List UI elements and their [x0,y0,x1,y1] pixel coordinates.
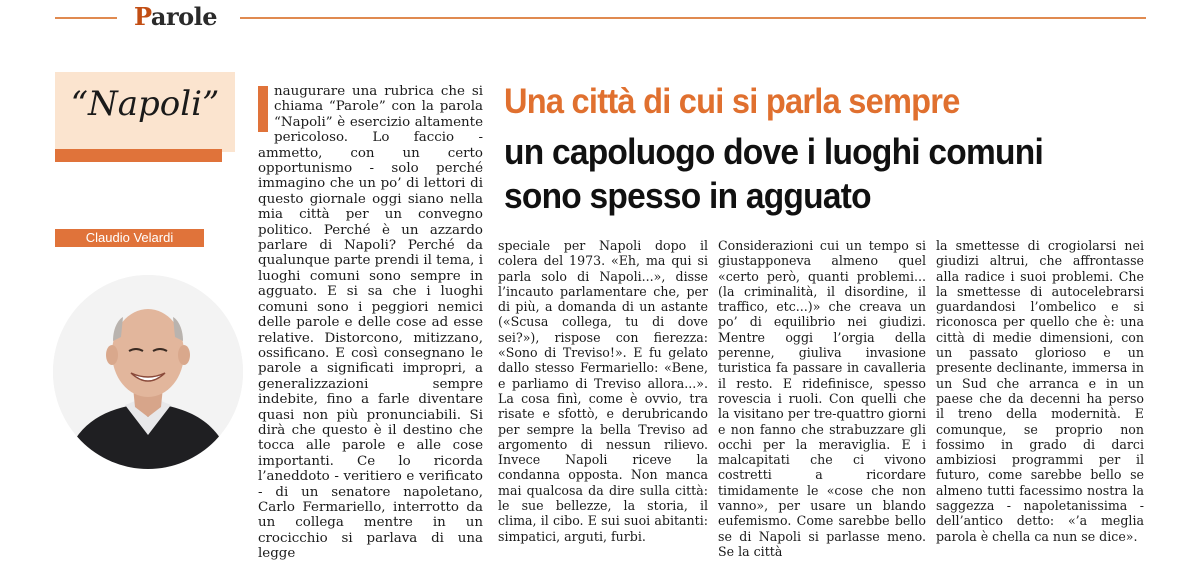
dropcap-marker [258,86,268,132]
article-column-2-text: speciale per Napoli dopo il colera del 1973. «Eh, ma qui si parla solo di Napoli...», disse l’incauto parlamentare che, per di più, a domanda di un astante («Scusa collega, tu di dove sei?»), rispose con fierezza: «Sono di Treviso!». E fu gelato dallo stesso Fermariello: «Bene, e parliamo di Treviso allora...». La cosa finì, come è ovvio, tra risate e sfottò, e derubricando per sempre la bella Treviso ad argomento di nessun rilievo. Invece Napoli riceve la condanna opposta. Non manca mai qualcosa da dire sulla città: le sue bellezze, la storia, il clima, il cibo. E sui suoi abitanti: simpatici, arguti, furbi. [498,238,708,544]
rubric-title: “Napoli” [70,84,220,124]
header-rule-right [240,17,1146,19]
author-label: Claudio Velardi [55,229,204,247]
author-portrait-illustration [53,275,243,469]
article-kicker: Una città di cui si parla sempre [504,82,960,121]
article-headline [504,130,1099,218]
section-logo-initial: P [134,2,151,31]
headline-line-2: sono spesso in agguato [504,175,871,216]
article-column-1 [258,84,483,562]
section-logo-text: arole [150,2,217,31]
headline-line-1: un capoluogo dove i luoghi comuni [504,131,1044,172]
author-photo [53,275,243,469]
article-column-4-text: la smettesse di crogiolarsi nei giudizi altrui, che affrontasse alla radice i suoi problemi. Che la smettesse di autocelebrarsi guardandosi l’ombelico e si riconosca per quello che è: una città di medie dimensioni, con un passato glorioso e un presente declinante, immersa in un Sud che arranca e in un paese che da decenni ha perso il treno della modernità. E comunque, se proprio non fossimo in grado di darci ambiziosi programmi per il futuro, come sarebbe bello se almeno tutti facessimo nostra la saggezza - napoletanissima - dell’antico detto: «’a meglia parola è chella ca nun se dice». [936,238,1144,544]
header-rule-left [55,17,117,19]
article-column-4 [936,238,1144,544]
article-column-2 [498,238,708,544]
article-column-1-text: naugurare una rubrica che si chiama “Parole” con la parola “Napoli” è esercizio altamente pericoloso. Lo faccio - ammetto, con un certo opportunismo - solo perché immagino che un po’ di lettori di questo giornale oggi siano nella mia città per un convegno politico. Perché è un azzardo parlare di Napoli? Perché da qualunque parte prendi il tema, i luoghi comuni sono sempre in agguato. E si sa che i luoghi comuni sono i peggiori nemici delle parole e delle cose ad esse relative. Distorcono, mitizzano, ossificano. E così consegnano le parole a significati impropri, a generalizzazioni sempre indebite, fino a farle diventare quasi non più pronunciabili. Si dirà che questo è il destino che tocca alle parole e alle cose importanti. Ce lo ricorda l’aneddoto - veritiero e verificato - di un senatore napoletano, Carlo Fermariello, interrotto da un collega mentre in un crocicchio si parlava di una legge [258,84,483,562]
article-column-3-text: Considerazioni cui un tempo si giustapponeva almeno quel «certo però, quanti problemi... (la criminalità, il disordine, il traffico, etc...)» che creava un po’ di equilibrio nei giudizi. Mentre oggi l’orgia della perenne, giuliva invasione turistica fa passare in cavalleria il resto. E ridefinisce, spesso rovescia i ruoli. Con quelli che la visitano per tre-quattro giorni e non fanno che strabuzzare gli occhi per la meraviglia. E i malcapitati che ci vivono costretti a ricordare timidamente le «cose che non vanno», per usare un blando eufemismo. Come sarebbe bello se di Napoli si parlasse meno. Se la città [718,238,926,559]
rubric-accent-bar [55,149,222,162]
article-column-3 [718,238,926,559]
section-logo [134,2,217,31]
